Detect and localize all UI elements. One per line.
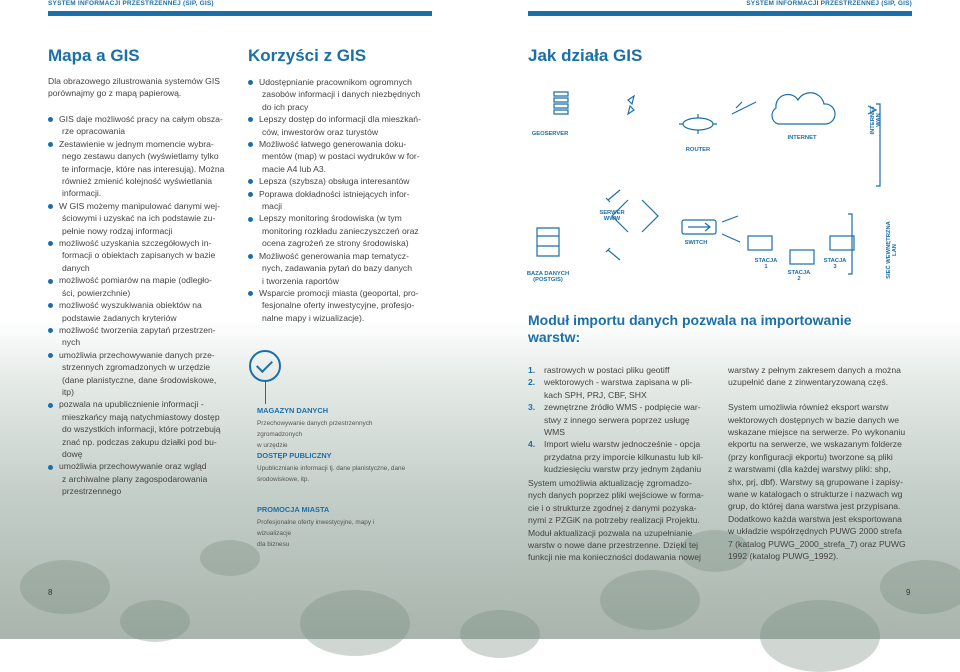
bullet-line bbox=[48, 225, 238, 237]
checkmark-icon bbox=[249, 350, 281, 382]
import-list-item bbox=[528, 463, 718, 475]
bullet-line bbox=[48, 175, 238, 187]
intro-line: Dla obrazowego zilustrowania systemów GIS bbox=[48, 76, 220, 86]
line-text: nego zestawu danych (wyświetlamy tylko bbox=[62, 151, 219, 162]
paragraph-line: Dodatkowo każda warstwa jest eksportowana bbox=[728, 513, 902, 524]
line-text: zasobów informacji i danych niezbędnych bbox=[262, 89, 421, 100]
router-icon bbox=[683, 118, 713, 130]
bullet-icon bbox=[248, 192, 253, 197]
bullet-line bbox=[248, 262, 438, 274]
bullet-line bbox=[48, 398, 238, 410]
paragraph-line: wskazane miejsce na serwerze. Po wykonaniu bbox=[728, 427, 906, 438]
label-stacja1: STACJA 1 bbox=[754, 258, 778, 270]
paragraph-line: ekportu na serwerze, we wskazanym folderze bbox=[728, 439, 902, 450]
line-text: Lepsza (szybsza) obsługa interesantów bbox=[259, 176, 410, 187]
benefit-block bbox=[257, 451, 407, 485]
bullet-icon bbox=[48, 117, 53, 122]
item-text: zewnętrzne źródło WMS - podpięcie war- bbox=[544, 402, 701, 413]
tree-canopy bbox=[120, 600, 190, 642]
modul-title-line: warstw: bbox=[528, 329, 581, 345]
col2-list bbox=[248, 76, 438, 324]
bullet-icon bbox=[48, 303, 53, 308]
bullet-icon bbox=[248, 117, 253, 122]
modul-title-line: Moduł importu danych pozwala na importowanie bbox=[528, 312, 852, 328]
line-text: do wszystkich informacji, które potrzebują bbox=[62, 424, 221, 435]
cloud-icon bbox=[772, 93, 835, 124]
bullet-line bbox=[48, 336, 238, 348]
bullet-icon bbox=[48, 241, 53, 246]
bullet-line bbox=[48, 423, 238, 435]
paragraph-line: System umożliwia aktualizację zgromadzo- bbox=[528, 478, 692, 488]
item-text: przydatna przy imporcie kilkunastu lub kil- bbox=[544, 451, 704, 462]
line-text: te informacje, które nas interesują). Można bbox=[62, 163, 225, 174]
header-left: SYSTEM INFORMACJI PRZESTRZENNEJ (SIP, GIS) bbox=[48, 0, 214, 7]
line-text: formacji o obiektach zapisanych w bazie bbox=[62, 250, 216, 261]
line-text: W GIS możemy manipulować danymi wej- bbox=[59, 200, 220, 211]
benefit-block-title: DOSTĘP PUBLICZNY bbox=[257, 451, 332, 460]
paragraph-line: warstwy z pełnym zakresem danych a można bbox=[728, 365, 901, 375]
bullet-icon bbox=[248, 291, 253, 296]
section-title-jak-dziala: Jak działa GIS bbox=[528, 46, 643, 65]
item-number: 4. bbox=[528, 439, 536, 450]
import-list-item bbox=[528, 414, 718, 426]
paragraph-line bbox=[728, 389, 918, 401]
benefit-block-text: Profesjonalne oferty inwestycyjne, mapy i wizualizacje bbox=[257, 519, 375, 537]
line-text: Zestawienie w jednym momencie wybra- bbox=[59, 138, 214, 149]
bullet-line bbox=[48, 386, 238, 398]
benefit-block bbox=[257, 406, 407, 451]
benefit-block-text: Upublicznianie informacji tj. dane planistyczne, dane bbox=[257, 465, 406, 472]
paragraph-line: cie i o strukturze zgodnej z danymi pozyska- bbox=[528, 502, 697, 513]
item-number: 1. bbox=[528, 365, 536, 375]
item-text: kach SPH, PRJ, CBF, SHX bbox=[544, 389, 647, 400]
export-paragraph bbox=[728, 364, 918, 562]
import-list bbox=[528, 364, 718, 476]
bullet-icon bbox=[48, 328, 53, 333]
bullet-line bbox=[48, 473, 238, 485]
label-stacja2: STACJA 2 bbox=[787, 270, 811, 282]
line-text: Udostępnianie pracownikom ogromnych bbox=[259, 77, 412, 87]
item-number: 2. bbox=[528, 377, 536, 388]
benefit-block-text: środowiskowe, itp. bbox=[257, 476, 310, 483]
line-text: itp) bbox=[62, 386, 74, 397]
line-text: możliwość wyszukiwania obiektów na bbox=[59, 300, 202, 311]
bullet-line bbox=[248, 138, 438, 150]
bullet-line bbox=[48, 187, 238, 199]
stacja2-icon bbox=[790, 250, 814, 264]
line-text: nych, zadawania pytań do bazy danych bbox=[262, 263, 413, 274]
bullet-icon bbox=[248, 80, 253, 85]
line-text: danych bbox=[62, 262, 90, 273]
line-text: GIS daje możliwość pracy na całym obsza- bbox=[59, 114, 223, 124]
bullet-icon bbox=[48, 403, 53, 408]
line-text: pełnie nowy rodzaj informacji bbox=[62, 225, 173, 236]
line-text: do ich pracy bbox=[262, 101, 309, 112]
tree-canopy bbox=[460, 610, 540, 658]
paragraph-line: wektorowych dostępnych w bazie danych we bbox=[728, 414, 900, 425]
bullet-line bbox=[48, 312, 238, 324]
bullet-line bbox=[248, 175, 438, 187]
line-text: ści, powierzchnie) bbox=[62, 287, 131, 298]
paragraph-line: nych danych poprzez pliki wejściowe w forma- bbox=[528, 490, 704, 501]
line-text: umożliwia przechowywanie oraz wgląd bbox=[59, 461, 207, 472]
intro-line: porównajmy go z mapą papierową. bbox=[48, 88, 182, 99]
line-text: (dane planistyczne, dane środowiskowe, bbox=[62, 374, 217, 385]
label-baza: BAZA DANYCH (POSTGIS) bbox=[526, 271, 570, 283]
bullet-line bbox=[48, 274, 238, 286]
connector-line bbox=[265, 382, 266, 404]
bullet-icon bbox=[248, 217, 253, 222]
line-text: monitoring rozkładu zanieczyszczeń oraz bbox=[262, 225, 419, 236]
bullet-line bbox=[248, 212, 438, 224]
label-router: ROUTER bbox=[685, 147, 711, 153]
paragraph-line: nymi z PZGiK na potrzeby realizacji Projektu. bbox=[528, 515, 700, 526]
benefit-block-text: Przechowywanie danych przestrzennych zgromadzonych bbox=[257, 420, 373, 438]
modul-title bbox=[528, 312, 858, 346]
line-text: mentów (map) w postaci wydruków w for- bbox=[262, 151, 420, 162]
line-text: mieszkańcy mają natychmiastowy dostęp bbox=[62, 411, 220, 422]
arrows-icon bbox=[628, 96, 634, 114]
line-text: ściowymi i uzyskać na ich podstawie zu- bbox=[62, 213, 216, 224]
network-diagram bbox=[512, 70, 922, 300]
paragraph-line: w układzie współrzędnych PUWG 2000 strefa bbox=[728, 526, 902, 537]
line-text: ocena zagrożeń ze strony środowiska) bbox=[262, 238, 409, 249]
bullet-line bbox=[48, 411, 238, 423]
label-switch: SWITCH bbox=[684, 240, 708, 246]
line-text: dowę bbox=[62, 448, 83, 459]
bullet-line bbox=[48, 249, 238, 261]
paragraph-line: z warstwami (dla każdej warstwy pliki: shp, bbox=[728, 464, 891, 475]
bullet-line bbox=[48, 361, 238, 373]
header-right: SYSTEM INFORMACJI PRZESTRZENNEJ (SIP, GIS) bbox=[746, 0, 912, 7]
label-internet: INTERNET bbox=[787, 135, 817, 141]
header-bar-right bbox=[528, 11, 912, 16]
bullet-line bbox=[48, 138, 238, 150]
stacja1-icon bbox=[748, 236, 772, 250]
paragraph-line: 1992 (katalog PUWG_1992). bbox=[728, 551, 839, 562]
import-list-item bbox=[528, 376, 718, 388]
section-title-mapa: Mapa a GIS bbox=[48, 46, 140, 65]
stacja3-icon bbox=[830, 236, 854, 250]
bullet-line bbox=[48, 485, 238, 497]
col1-intro bbox=[48, 75, 233, 100]
line-text: macie A4 lub A3. bbox=[262, 163, 327, 174]
bullet-line bbox=[248, 312, 438, 324]
benefit-block-title: PROMOCJA MIASTA bbox=[257, 505, 330, 514]
label-serwer: SERWER WWW bbox=[599, 210, 625, 222]
bullet-line bbox=[48, 113, 238, 125]
bullet-line bbox=[248, 101, 438, 113]
line-text: z archiwalne plany zagospodarowania bbox=[62, 473, 208, 484]
bullet-line bbox=[48, 436, 238, 448]
bullet-icon bbox=[48, 279, 53, 284]
bullet-line bbox=[48, 349, 238, 361]
line-text: również zmienić kolejność wyświetlania bbox=[62, 176, 212, 187]
label-lan: SIEĆ WEWNĘTRZNA LAN bbox=[886, 221, 898, 279]
line-text: możliwość uzyskania szczegółowych in- bbox=[59, 238, 212, 249]
item-text: kudziesięciu warstw przy jednym żądaniu bbox=[544, 464, 702, 475]
bullet-line bbox=[48, 448, 238, 460]
bullet-line bbox=[248, 76, 438, 88]
bullet-icon bbox=[48, 204, 53, 209]
bullet-line bbox=[248, 150, 438, 162]
database-icon bbox=[537, 228, 559, 256]
item-text: WMS bbox=[544, 427, 566, 438]
bullet-line bbox=[48, 200, 238, 212]
paragraph-line: uzupełnić dane z zinwentaryzowaną częś. bbox=[728, 377, 889, 388]
import-list-item bbox=[528, 364, 718, 376]
bullet-line bbox=[48, 287, 238, 299]
line-text: Wsparcie promocji miasta (geoportal, pro- bbox=[259, 287, 419, 298]
benefit-block-text: dla biznesu bbox=[257, 541, 290, 548]
line-text: Poprawa dokładności istniejących infor- bbox=[259, 188, 410, 199]
paragraph-line: Moduł aktualizacji pozwala na uzupełnianie bbox=[528, 527, 693, 538]
paragraph-line: grup, do której dana warstwa jest przypisana. bbox=[728, 501, 901, 512]
bullet-icon bbox=[48, 142, 53, 147]
label-stacja3: STACJA 3 bbox=[823, 258, 847, 270]
page-number-right: 9 bbox=[906, 588, 911, 597]
line-text: możliwość tworzenia zapytań przestrzen- bbox=[59, 324, 216, 335]
paragraph-line: wane w katalogach o strukturze i nazwach wg bbox=[728, 489, 903, 500]
bullet-line bbox=[248, 287, 438, 299]
col1-list bbox=[48, 113, 238, 498]
update-paragraph bbox=[528, 477, 718, 564]
bullet-icon bbox=[48, 465, 53, 470]
import-list-item bbox=[528, 389, 718, 401]
line-text: Możliwość łatwego generowania doku- bbox=[259, 139, 407, 150]
paragraph-line: 7 (katalog PUWG_2000_strefa_7) oraz PUWG bbox=[728, 538, 906, 549]
line-text: znać np. podczas zakupu działki pod bu- bbox=[62, 436, 217, 447]
line-text: informacji. bbox=[62, 188, 102, 199]
label-internet-wan: INTERNET WAN bbox=[870, 105, 882, 135]
bullet-line bbox=[48, 299, 238, 311]
line-text: nych bbox=[62, 337, 81, 348]
tree-canopy bbox=[760, 600, 880, 672]
line-text: pozwala na upublicznienie informacji - bbox=[59, 399, 204, 410]
bullet-line bbox=[248, 237, 438, 249]
line-text: nalne mapy i wizualizacje). bbox=[262, 312, 365, 323]
geoserver-icon bbox=[554, 92, 568, 114]
bullet-line bbox=[48, 374, 238, 386]
paragraph-line: shx, prj, dbf). Warstwy są grupowane i zapisy- bbox=[728, 476, 903, 487]
tree-canopy bbox=[200, 540, 260, 576]
item-text: rastrowych w postaci pliku geotiff bbox=[544, 365, 670, 375]
line-text: Lepszy monitoring środowiska (w tym bbox=[259, 213, 402, 224]
item-text: stwy z innego serwera poprzez usługę bbox=[544, 414, 690, 425]
arrows-db-icon bbox=[608, 190, 620, 260]
line-text: macji bbox=[262, 201, 283, 212]
line-text: możliwość pomiarów na mapie (odległo- bbox=[59, 275, 212, 286]
line-text: rze opracowania bbox=[62, 126, 126, 137]
bullet-line bbox=[248, 88, 438, 100]
bullet-line bbox=[248, 225, 438, 237]
paragraph-line: warstw o nowe dane przestrzenne. Dzięki tej bbox=[528, 540, 699, 551]
bullet-line bbox=[48, 163, 238, 175]
paragraph-line: (przy konfiguracji ekportu) tworzone są pliki bbox=[728, 451, 893, 462]
import-list-item bbox=[528, 451, 718, 463]
line-text: podstawie żadanych kryteriów bbox=[62, 312, 177, 323]
import-list-item bbox=[528, 401, 718, 413]
item-text: wektorowych - warstwa zapisana w pli- bbox=[544, 377, 693, 388]
bullet-line bbox=[48, 237, 238, 249]
bullet-line bbox=[48, 212, 238, 224]
bullet-line bbox=[248, 126, 438, 138]
benefit-block-text: w urzędzie bbox=[257, 442, 288, 449]
header-bar-left bbox=[48, 11, 432, 16]
bullet-line bbox=[48, 125, 238, 137]
bullet-line bbox=[48, 150, 238, 162]
line-text: Lepszy dostęp do informacji dla mieszkań- bbox=[259, 114, 421, 125]
bullet-line bbox=[248, 200, 438, 212]
bullet-line bbox=[48, 262, 238, 274]
bullet-line bbox=[248, 299, 438, 311]
bullet-line bbox=[248, 188, 438, 200]
import-list-item bbox=[528, 426, 718, 438]
line-text: strzennych zgromadzonych w urzędzie bbox=[62, 362, 211, 373]
paragraph-line: System umożliwia również eksport warstw bbox=[728, 402, 889, 413]
bullet-icon bbox=[248, 142, 253, 147]
bullet-line bbox=[48, 324, 238, 336]
line-text: fesjonalne oferty inwestycyjne, profesjo- bbox=[262, 300, 415, 311]
section-title-korzysci: Korzyści z GIS bbox=[248, 46, 367, 65]
bullet-line bbox=[248, 275, 438, 287]
benefit-block-title: MAGAZYN DANYCH bbox=[257, 406, 329, 415]
tree-canopy bbox=[880, 560, 960, 614]
page-number-left: 8 bbox=[48, 588, 53, 597]
tree-canopy bbox=[600, 570, 700, 630]
label-geoserver: GEOSERVER bbox=[531, 131, 569, 137]
paragraph-line: funkcji nie ma konieczności dodawania nowej bbox=[528, 552, 701, 563]
import-list-item bbox=[528, 438, 718, 450]
bullet-line bbox=[248, 113, 438, 125]
benefit-block bbox=[257, 505, 407, 550]
line-text: ców, inwestorów oraz turystów bbox=[262, 126, 379, 137]
line-text: Możliwość generowania map tematycz- bbox=[259, 250, 409, 261]
bullet-line bbox=[248, 250, 438, 262]
line-text: umożliwia przechowywanie danych prze- bbox=[59, 349, 215, 360]
bullet-icon bbox=[248, 179, 253, 184]
bullet-icon bbox=[248, 254, 253, 259]
item-number: 3. bbox=[528, 402, 536, 413]
line-text: i tworzenia raportów bbox=[262, 275, 339, 286]
tree-canopy bbox=[20, 560, 110, 614]
line-text: przestrzennego bbox=[62, 486, 122, 497]
bullet-icon bbox=[48, 353, 53, 358]
bullet-line bbox=[248, 163, 438, 175]
item-text: Import wielu warstw jednocześnie - opcja bbox=[544, 439, 701, 450]
tree-canopy bbox=[300, 590, 410, 656]
bullet-line bbox=[48, 460, 238, 472]
